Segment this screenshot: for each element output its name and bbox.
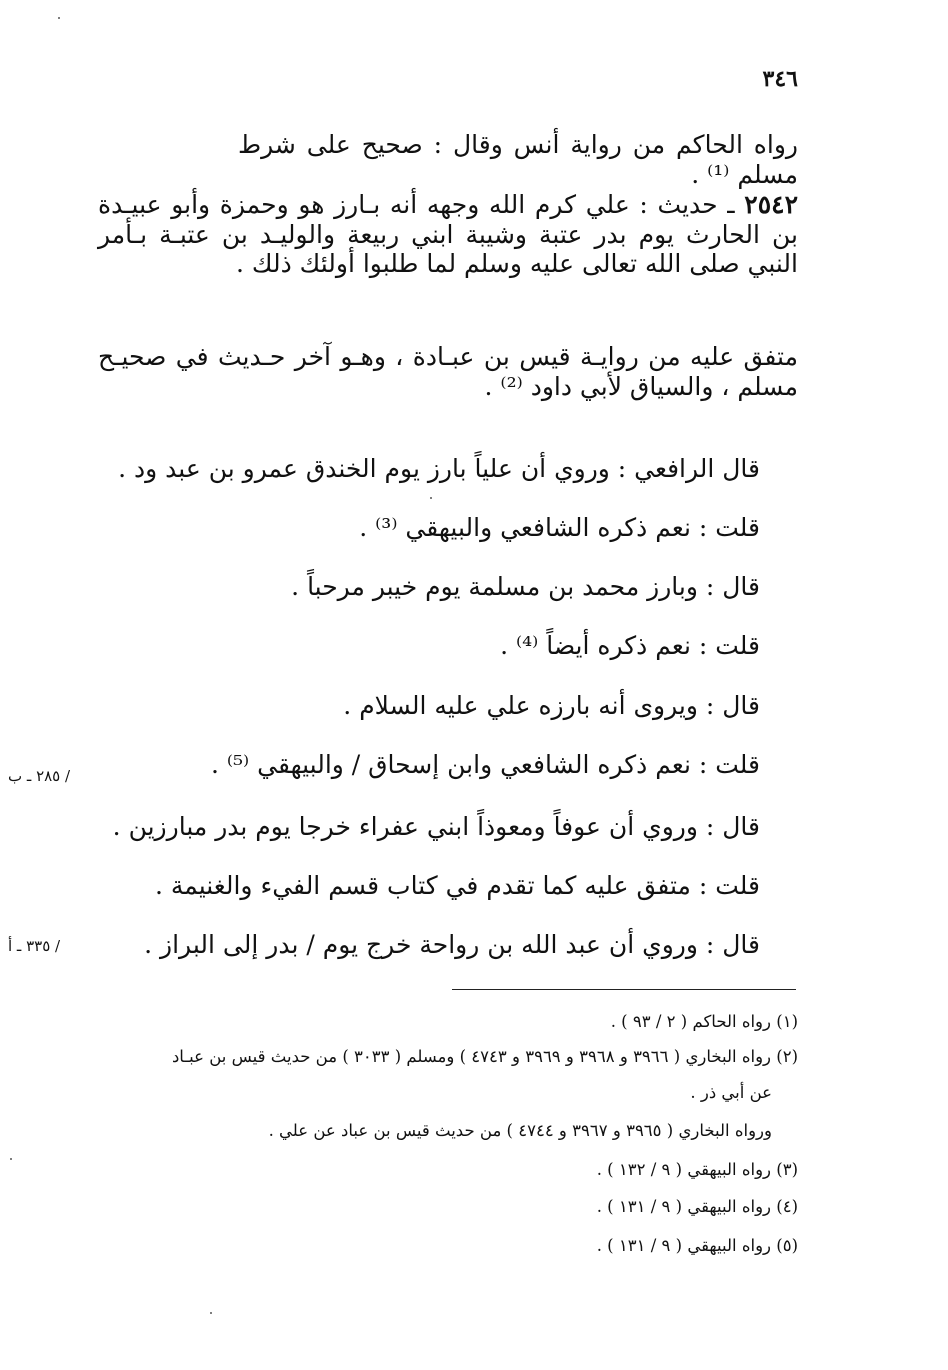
scan-speck xyxy=(10,1158,12,1160)
scan-speck xyxy=(430,497,432,499)
dialogue-line-4: قلت : نعم ذكره أيضاً ⁽⁴⁾ . xyxy=(500,631,760,660)
dialogue-line-6: قلت : نعم ذكره الشافعي وابن إسحاق / والبيهقي ⁽⁵⁾ . xyxy=(210,750,760,779)
scan-speck xyxy=(58,17,60,19)
footnote-divider xyxy=(452,989,796,990)
footnote-5: (٥) رواه البيهقي ( ٩ / ١٣١ ) . xyxy=(596,1236,798,1255)
dialogue-line-3: قال : وبارز محمد بن مسلمة يوم خيبر مرحباً . xyxy=(291,572,760,601)
dialogue-line-8: قلت : متفق عليه كما تقدم في كتاب قسم الفيء والغنيمة . xyxy=(154,871,760,900)
hadith-number: ٢٥٤٢ xyxy=(744,190,798,219)
dialogue-line-7: قال : وروي أن عوفاً ومعوذاً ابني عفراء خرجا يوم بدر مبارزين . xyxy=(112,812,760,841)
paragraph-hadith-2542 xyxy=(98,190,798,279)
paragraph-muttafaq: متفق عليه من روايـة قيس بن عبـادة ، وهـو آخر حـديث في صحيـح مسلم ، والسياق لأبي داود ⁽²⁾ . xyxy=(98,342,798,401)
dialogue-line-2: قلت : نعم ذكره الشافعي والبيهقي ⁽³⁾ . xyxy=(359,513,760,542)
paragraph-hakim: رواه الحاكم من رواية أنس وقال : صحيح على شرط مسلم ⁽¹⁾ . xyxy=(238,130,798,189)
footnote-2: (٢) رواه البخاري ( ٣٩٦٦ و ٣٩٦٨ و ٣٩٦٩ و ٤٧٤٣ ) ومسلم ( ٣٠٣٣ ) من حديث قيس بن عبـاد xyxy=(171,1047,798,1066)
page-number: ٣٤٦ xyxy=(762,66,798,92)
footnote-3: (٣) رواه البيهقي ( ٩ / ١٣٢ ) . xyxy=(596,1160,798,1179)
footnote-1: (١) رواه الحاكم ( ٢ / ٩٣ ) . xyxy=(610,1012,798,1031)
dialogue-line-1: قال الرافعي : وروي أن علياً بارز يوم الخندق عمرو بن عبد ود . xyxy=(118,454,760,483)
dialogue-line-9: قال : وروي أن عبد الله بن رواحة خرج يوم / بدر إلى البراز . xyxy=(144,930,760,959)
footnote-2-continued: عن أبي ذر . xyxy=(690,1083,772,1102)
footnote-2-second: ورواه البخاري ( ٣٩٦٥ و ٣٩٦٧ و ٤٧٤٤ ) من حديث قيس بن عباد عن علي . xyxy=(268,1121,772,1140)
margin-note-285b: / ٢٨٥ ـ ب xyxy=(8,767,71,785)
margin-note-335a: / ٣٣٥ ـ أ xyxy=(8,937,61,955)
footnote-4: (٤) رواه البيهقي ( ٩ / ١٣١ ) . xyxy=(596,1197,798,1216)
hadith-text: ـ حديث : علي كرم الله وجهه أنه بـارز هو وحمزة وأبو عبيـدة بن الحارث يوم بدر عتبة وشيبة ابني ربيعة والوليـد بن عتبـة بـأمر النبي صلى الله تعالى عليه وسلم لما طلبوا أولئك ذلك . xyxy=(98,190,798,278)
scan-speck xyxy=(210,1312,212,1314)
dialogue-line-5: قال : ويروى أنه بارزه علي عليه السلام . xyxy=(343,691,760,720)
